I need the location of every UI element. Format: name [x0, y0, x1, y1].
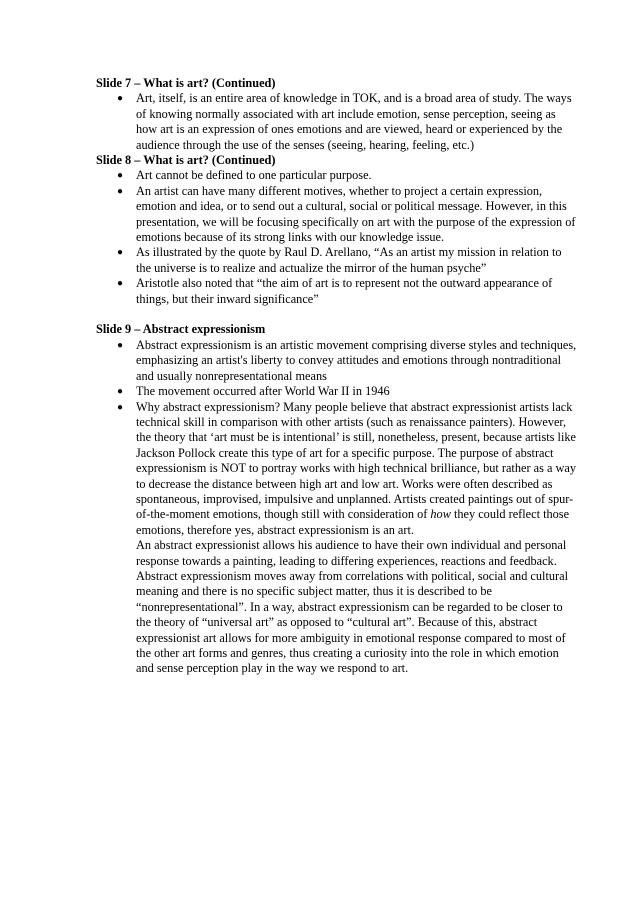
bullet-text: Art, itself, is an entire area of knowledge in TOK, and is a broad area of study. The ways of knowing normally associated with art include emotion, sense perception, seeing as how art is an expression of ones emotions and are viewed, heard or experienced by the audience through the use of the senses (seeing, hearing, feeling, etc.)	[136, 91, 572, 152]
why-text-after: they could reflect those emotions, therefore yes, abstract expressionism is an art.	[136, 507, 570, 537]
slide7-heading: Slide 7 – What is art? (Continued)	[96, 76, 276, 90]
continuation-paragraph: An abstract expressionist allows his audience to have their own individual and personal response towards a painting, leading to differing experiences, reactions and feedback. Abstract expressionism moves away from correlations with political, social and cultural meaning and there is no specific subject matter, thus it is described to be “nonrepresentational”. In a way, abstract expressionism can be regarded to be closer to the theory of “universal art” as opposed to “cultural art”. Because of this, abstract expressionist art allows for more ambiguity in emotional response compared to most of the other art forms and genres, thus creating a curiosity into the role in which emotion and sense perception play in the way we respond to art.	[136, 538, 568, 676]
why-text-italic: how	[430, 507, 451, 522]
list-item	[96, 338, 578, 384]
bullet-icon: ●	[117, 170, 124, 182]
slide9-bullet-list	[96, 338, 578, 677]
bullet-icon: ●	[117, 401, 124, 413]
list-item	[96, 276, 578, 307]
bullet-text: Art cannot be defined to one particular purpose.	[136, 168, 372, 183]
bullet-icon: ●	[117, 93, 124, 105]
list-item	[96, 384, 578, 399]
bullet-icon: ●	[117, 386, 124, 398]
slide8-bullet-list	[96, 168, 578, 307]
list-item	[96, 168, 578, 183]
list-item	[96, 400, 578, 677]
list-item	[96, 91, 578, 153]
bullet-icon: ●	[117, 247, 124, 259]
bullet-text: The movement occurred after World War II in 1946	[136, 384, 390, 399]
bullet-text	[136, 400, 576, 537]
bullet-text: An artist can have many different motives, whether to project a certain expression, emotion and idea, or to send out a cultural, social or political message. However, in this presentation, we will be focusing specifically on art with the purpose of the expression of emotions because of its strong links with our knowledge issue.	[136, 183, 576, 245]
slide8-heading: Slide 8 – What is art? (Continued)	[96, 153, 276, 168]
bullet-icon: ●	[117, 278, 124, 290]
why-text-before: Why abstract expressionism? Many people believe that abstract expressionist artists lack technical skill in comparison with other artists (such as renaissance painters). However, the theory that ‘art must be is intentional’ is still, nonetheless, present, because artists like Jackson Pollock create this type of art for a specific purpose. The purpose of abstract expressionism is NOT to portray works with high technical brilliance, but rather as a way to decrease the distance between high art and low art. Works were often described as spontaneous, improvised, impulsive and unplanned. Artists created paintings out of spur-of-the-moment emotions, though still with consideration of	[136, 399, 576, 522]
bullet-icon: ●	[117, 339, 124, 351]
bullet-text: Aristotle also noted that “the aim of art is to represent not the outward appearance of things, but their inward significance”	[136, 276, 553, 306]
bullet-text: Abstract expressionism is an artistic movement comprising diverse styles and techniques, emphasizing an artist's liberty to convey attitudes and emotions through nontraditional and usually nonrepresentational means	[136, 337, 577, 383]
bullet-icon: ●	[117, 185, 124, 197]
list-item	[96, 184, 578, 246]
bullet-text: As illustrated by the quote by Raul D. Arellano, “As an artist my mission in relation to the universe is to realize and actualize the mirror of the human psyche”	[136, 245, 562, 275]
list-item	[96, 245, 578, 276]
section-spacer	[96, 307, 578, 322]
slide7-bullet-list	[96, 91, 578, 153]
slide9-heading: Slide 9 – Abstract expressionism	[96, 322, 266, 337]
